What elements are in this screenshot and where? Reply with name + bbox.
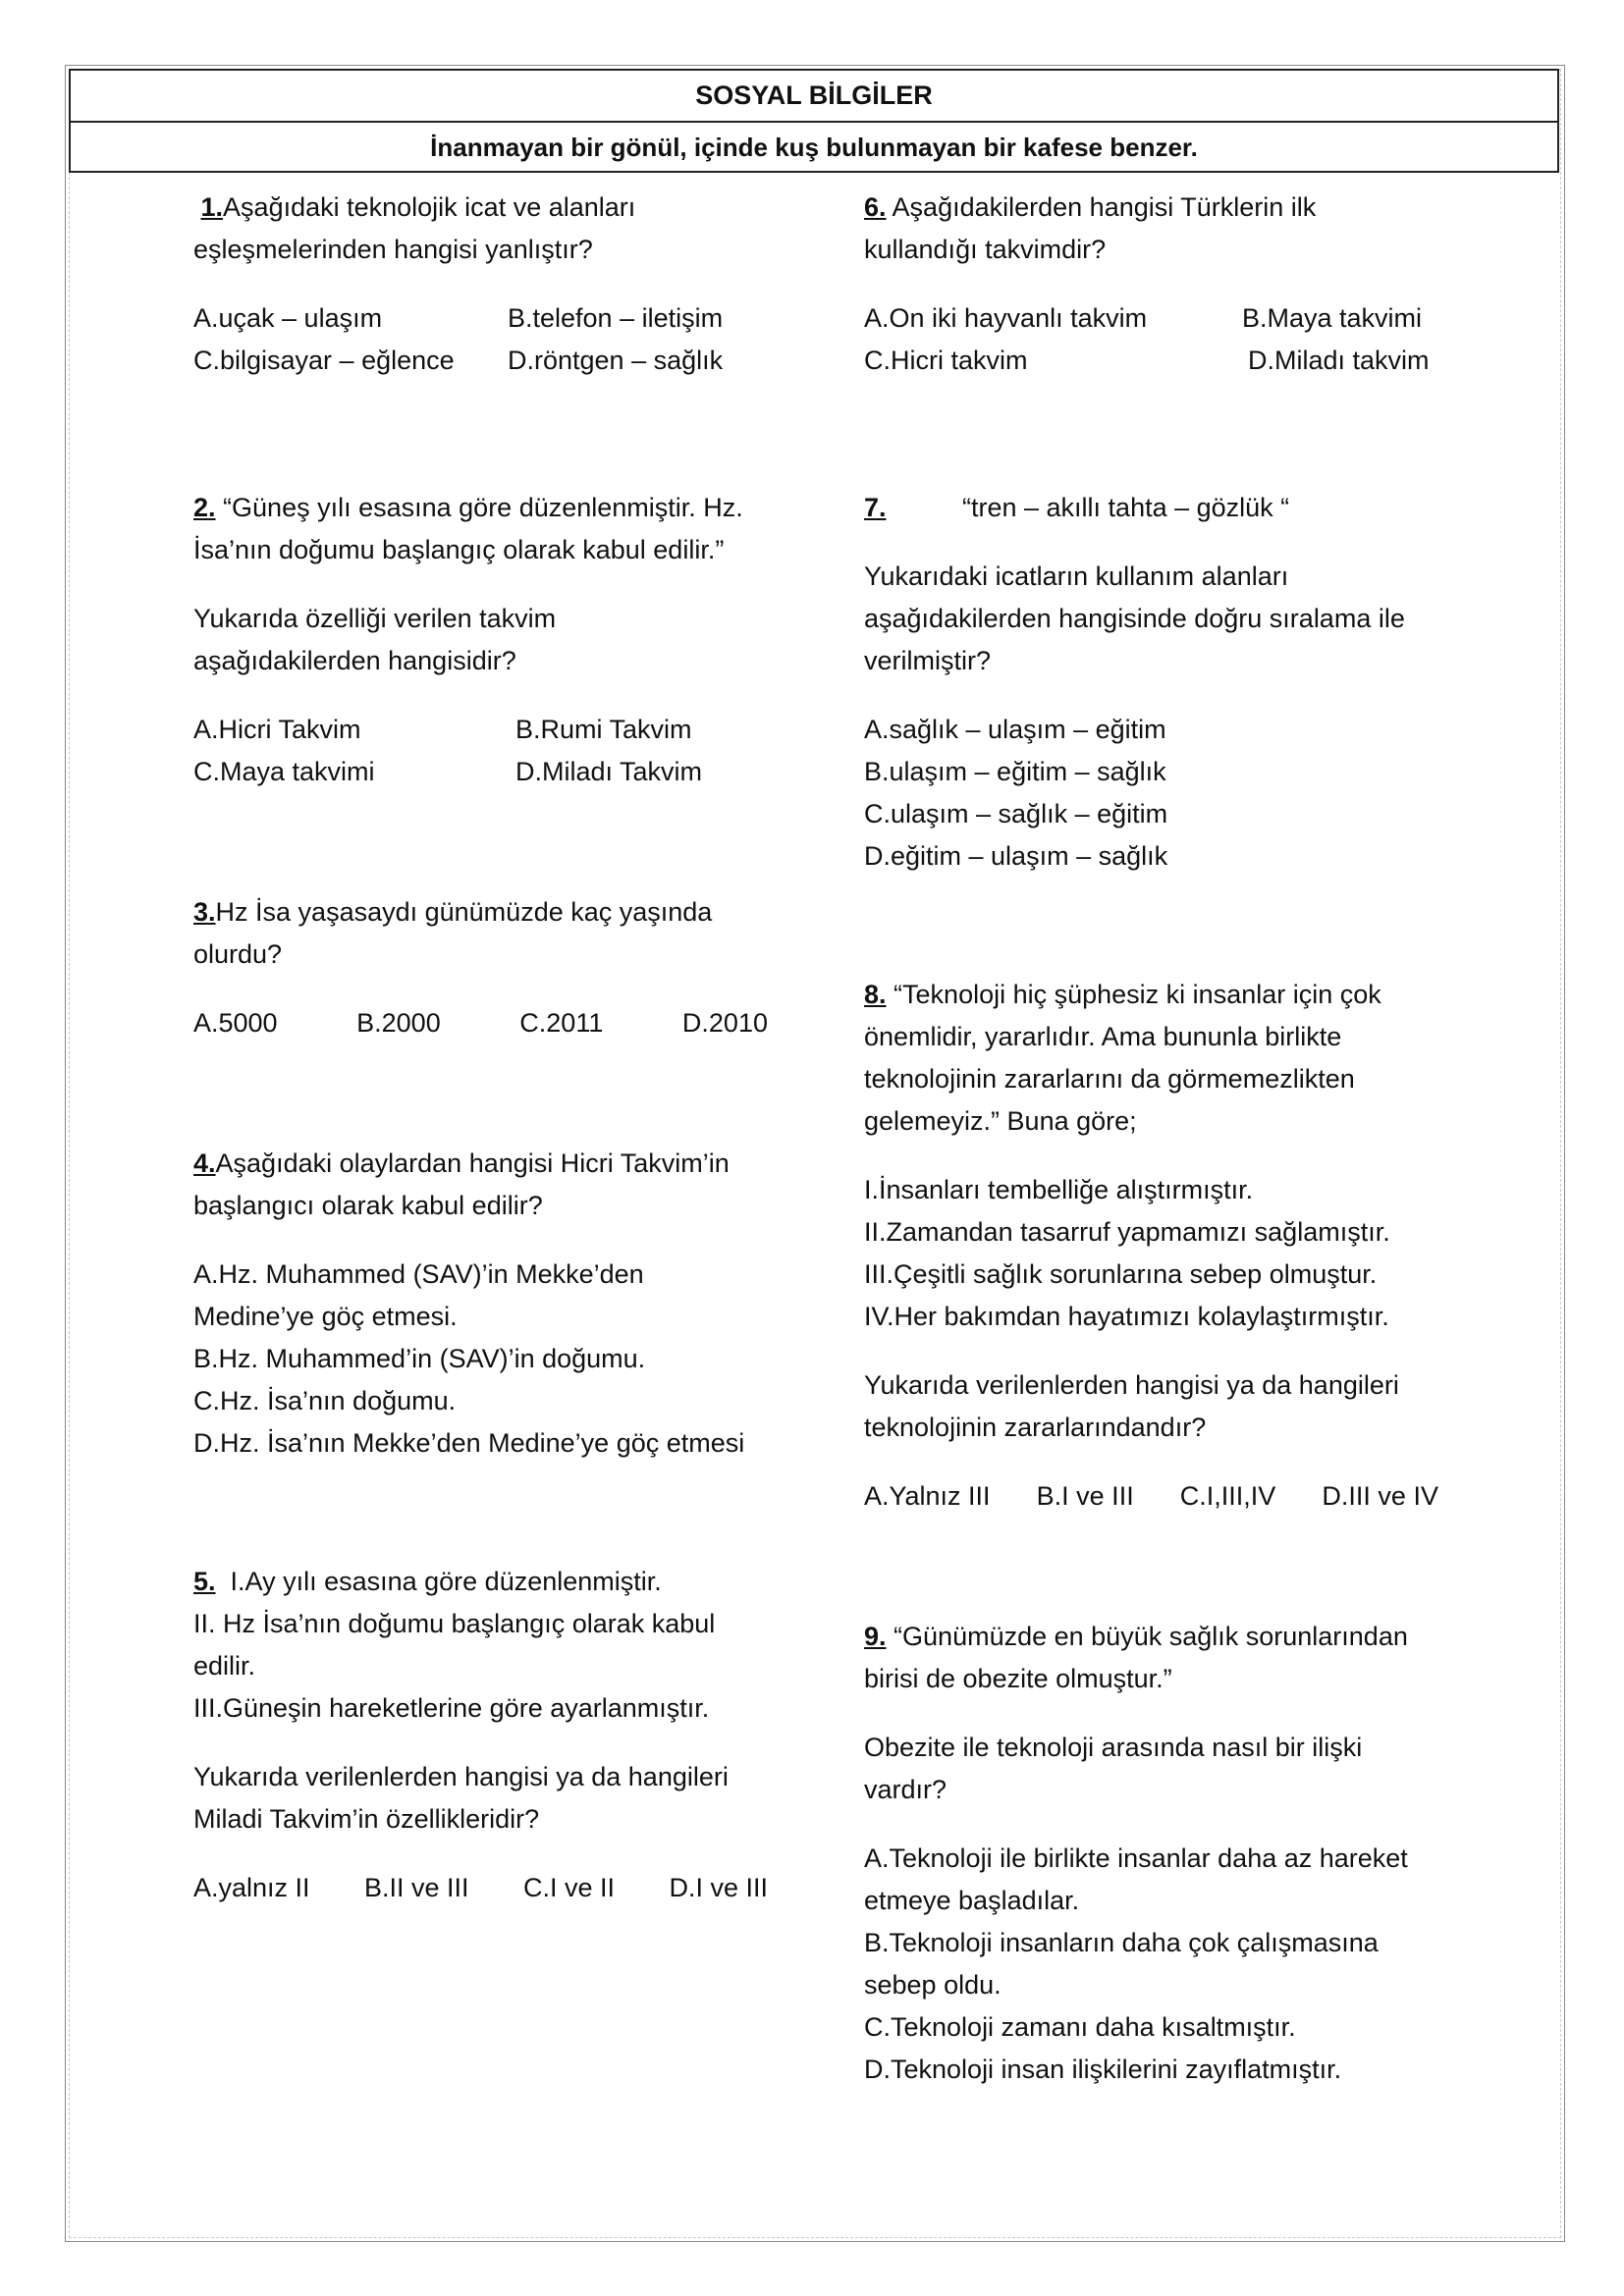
option-b[interactable]: B.Maya takvimi — [1242, 303, 1423, 333]
option-a[interactable]: A.yalnız II — [193, 1873, 310, 1902]
option-d[interactable]: D.I ve III — [669, 1873, 768, 1902]
option-d[interactable]: D.Teknoloji insan ilişkilerini zayıflatmıştır. — [864, 2055, 1342, 2084]
option-d[interactable]: D.eğitim – ulaşım – sağlık — [864, 841, 1168, 871]
question-stem: teknolojinin zararlarını da görmemezlikten — [864, 1064, 1355, 1094]
question-stem: önemlidir, yararlıdır. Ama bununla birlikte — [864, 1022, 1342, 1051]
option-c[interactable]: C.Hz. İsa’nın doğumu. — [193, 1386, 457, 1415]
question-prompt: Yukarıda verilenlerden hangisi ya da hangileri — [193, 1762, 729, 1791]
option-a[interactable]: A.5000 — [193, 1008, 278, 1038]
options — [193, 709, 783, 793]
option-c[interactable]: C.Teknoloji zamanı daha kısaltmıştır. — [864, 2012, 1296, 2042]
question-number: 4. — [193, 1148, 216, 1178]
option-b[interactable]: B.Teknoloji insanların daha çok çalışmasına — [864, 1928, 1379, 1957]
question-1 — [193, 187, 783, 382]
question-prompt: Yukarıdaki icatların kullanım alanları — [864, 561, 1289, 591]
option-d[interactable]: D.Hz. İsa’nın Mekke’den Medine’ye göç etmesi — [193, 1428, 745, 1458]
option-d[interactable]: D.Miladı Takvim — [515, 757, 703, 786]
question-stem: 2. “Güneş yılı esasına göre düzenlenmiştir. Hz. — [193, 493, 743, 522]
question-stem: birisi de obezite olmuştur.” — [864, 1664, 1172, 1693]
question-prompt: teknolojinin zararlarındandır? — [864, 1413, 1207, 1442]
question-stem: kullandığı takvimdir? — [864, 235, 1107, 264]
option-a[interactable]: A.Hz. Muhammed (SAV)’in Mekke’den — [193, 1259, 644, 1289]
option-a[interactable]: A.sağlık – ulaşım – eğitim — [864, 715, 1166, 744]
option-a[interactable]: A.Teknoloji ile birlikte insanlar daha az hareket — [864, 1843, 1408, 1873]
question-7 — [864, 487, 1453, 878]
option-c[interactable]: C.bilgisayar – eğlence — [193, 346, 455, 375]
option-c[interactable]: C.2011 — [519, 1008, 604, 1038]
options — [193, 297, 783, 382]
option-c[interactable]: C.I ve II — [522, 1873, 615, 1902]
question-prompt: aşağıdakilerden hangisidir? — [193, 646, 516, 675]
option-a[interactable]: A.Hicri Takvim — [193, 715, 361, 744]
statement-4: IV.Her bakımdan hayatımızı kolaylaştırmıştır. — [864, 1302, 1389, 1331]
worksheet-motto: İnanmayan bir gönül, içinde kuş bulunmayan bir kafese benzer. — [71, 121, 1557, 173]
option-b[interactable]: B.Rumi Takvim — [515, 715, 692, 744]
option-c[interactable]: C.ulaşım – sağlık – eğitim — [864, 799, 1168, 828]
option-b[interactable]: B.ulaşım – eğitim – sağlık — [864, 757, 1166, 786]
question-number: 5. — [193, 1567, 216, 1596]
question-stem — [864, 487, 1453, 529]
question-stem: 8. “Teknoloji hiç şüphesiz ki insanlar için çok — [864, 980, 1381, 1009]
question-stem: III.Güneşin hareketlerine göre ayarlanmıştır. — [193, 1693, 710, 1723]
question-prompt: Miladi Takvim’in özellikleridir? — [193, 1804, 540, 1834]
question-prompt: vardır? — [864, 1775, 947, 1804]
option-b-continued[interactable]: sebep oldu. — [864, 1970, 1001, 2000]
option-b[interactable]: B.2000 — [356, 1008, 441, 1038]
question-6 — [864, 187, 1453, 382]
question-prompt: aşağıdakilerden hangisinde doğru sıralama ile — [864, 604, 1405, 633]
option-d[interactable]: D.Miladı takvim — [1248, 346, 1430, 375]
option-c[interactable]: C.Maya takvimi — [193, 757, 375, 786]
option-a[interactable]: A.uçak – ulaşım — [193, 303, 383, 333]
question-prompt: Yukarıda özelliği verilen takvim — [193, 604, 557, 633]
option-d[interactable]: D.röntgen – sağlık — [508, 346, 724, 375]
option-d[interactable]: D.III ve IV — [1322, 1481, 1438, 1511]
question-number: 1. — [200, 192, 224, 222]
option-b[interactable]: B.telefon – iletişim — [508, 303, 724, 333]
question-number: 3. — [193, 897, 216, 927]
worksheet-header — [69, 69, 1559, 173]
option-c[interactable]: C.I,III,IV — [1179, 1481, 1276, 1511]
question-number: 9. — [864, 1622, 887, 1651]
question-prompt: verilmiştir? — [864, 646, 992, 675]
option-a[interactable]: A.Yalnız III — [864, 1481, 991, 1511]
question-stem: 4.Aşağıdaki olaylardan hangisi Hicri Takvim’in — [193, 1148, 730, 1178]
question-stem: 3.Hz İsa yaşasaydı günümüzde kaç yaşında — [193, 897, 713, 927]
question-3 — [193, 891, 783, 1044]
worksheet-title: SOSYAL BİLGİLER — [695, 80, 933, 110]
options — [193, 1867, 768, 1909]
question-stem: 5. I.Ay yılı esasına göre düzenlenmiştir. — [193, 1567, 662, 1596]
question-prompt: Obezite ile teknoloji arasında nasıl bir ilişki — [864, 1733, 1363, 1762]
invention-list: “tren – akıllı tahta – gözlük “ — [962, 493, 1290, 522]
option-a-continued[interactable]: etmeye başladılar. — [864, 1886, 1080, 1915]
question-stem: II. Hz İsa’nın doğumu başlangıç olarak kabul — [193, 1609, 716, 1638]
question-4 — [193, 1143, 783, 1465]
question-stem: gelemeyiz.” Buna göre; — [864, 1106, 1137, 1136]
question-number: 6. — [864, 192, 887, 222]
question-number: 8. — [864, 980, 887, 1009]
option-b[interactable]: B.II ve III — [363, 1873, 469, 1902]
statement-1: I.İnsanları tembelliğe alıştırmıştır. — [864, 1175, 1254, 1204]
option-b[interactable]: B.I ve III — [1036, 1481, 1134, 1511]
question-5 — [193, 1561, 783, 1909]
question-9 — [864, 1616, 1453, 2091]
statement-2: II.Zamandan tasarruf yapmamızı sağlamıştır. — [864, 1217, 1390, 1247]
question-2 — [193, 487, 783, 793]
question-stem: İsa’nın doğumu başlangıç olarak kabul edilir.” — [193, 535, 725, 564]
question-stem: 1.Aşağıdaki teknolojik icat ve alanları — [200, 192, 636, 222]
options — [864, 1475, 1438, 1518]
question-stem: olurdu? — [193, 939, 283, 969]
question-number: 7. — [864, 493, 887, 522]
option-c[interactable]: C.Hicri takvim — [864, 346, 1028, 375]
question-prompt: Yukarıda verilenlerden hangisi ya da hangileri — [864, 1370, 1399, 1400]
question-stem: 9. “Günümüzde en büyük sağlık sorunlarından — [864, 1622, 1408, 1651]
question-number: 2. — [193, 493, 216, 522]
statement-3: III.Çeşitli sağlık sorunlarına sebep olmuştur. — [864, 1259, 1378, 1289]
question-stem: eşleşmelerinden hangisi yanlıştır? — [193, 235, 593, 264]
options — [864, 297, 1453, 382]
option-d[interactable]: D.2010 — [681, 1008, 768, 1038]
options — [193, 1002, 768, 1044]
question-8 — [864, 974, 1453, 1518]
question-stem: 6. Aşağıdakilerden hangisi Türklerin ilk — [864, 192, 1317, 222]
question-stem: edilir. — [193, 1651, 256, 1681]
option-a[interactable]: A.On iki hayvanlı takvim — [864, 303, 1148, 333]
question-stem: başlangıcı olarak kabul edilir? — [193, 1191, 543, 1220]
option-a-continued[interactable]: Medine’ye göç etmesi. — [193, 1302, 458, 1331]
option-b[interactable]: B.Hz. Muhammed’in (SAV)’in doğumu. — [193, 1344, 646, 1373]
